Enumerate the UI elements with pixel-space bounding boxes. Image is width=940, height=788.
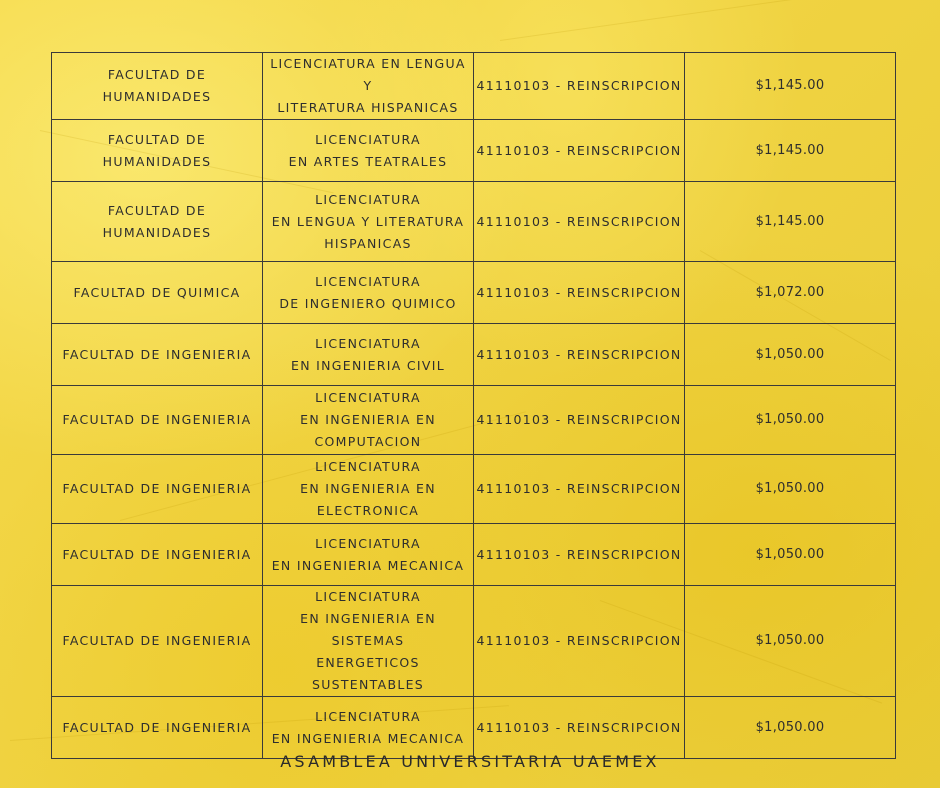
faculty-cell: FACULTAD DE INGENIERIA [52, 455, 263, 524]
amount-cell: $1,050.00 [685, 524, 896, 586]
program-cell: LICENCIATURA EN LENGUA Y LITERATURA HISPANICAS [263, 53, 474, 120]
program-cell: LICENCIATURA EN ARTES TEATRALES [263, 120, 474, 182]
table-row [52, 386, 896, 455]
code-cell: 41110103 - REINSCRIPCION [474, 53, 685, 120]
amount-cell: $1,145.00 [685, 53, 896, 120]
amount-cell: $1,050.00 [685, 697, 896, 759]
code-cell: 41110103 - REINSCRIPCION [474, 262, 685, 324]
code-cell: 41110103 - REINSCRIPCION [474, 120, 685, 182]
faculty-cell: FACULTAD DE INGENIERIA [52, 324, 263, 386]
code-cell: 41110103 - REINSCRIPCION [474, 386, 685, 455]
table-row [52, 262, 896, 324]
program-cell: LICENCIATURA EN INGENIERIA EN SISTEMAS ENERGETICOS SUSTENTABLES [263, 586, 474, 697]
code-cell: 41110103 - REINSCRIPCION [474, 182, 685, 262]
program-cell: LICENCIATURA EN INGENIERIA MECANICA [263, 524, 474, 586]
table-row [52, 324, 896, 386]
table-row [52, 697, 896, 759]
faculty-cell: FACULTAD DE QUIMICA [52, 262, 263, 324]
faculty-cell: FACULTAD DE INGENIERIA [52, 386, 263, 455]
faculty-cell: FACULTAD DE INGENIERIA [52, 697, 263, 759]
table-row [52, 455, 896, 524]
faculty-cell: FACULTAD DE HUMANIDADES [52, 120, 263, 182]
program-cell: LICENCIATURA EN INGENIERIA EN ELECTRONICA [263, 455, 474, 524]
program-cell: LICENCIATURA EN INGENIERIA EN COMPUTACION [263, 386, 474, 455]
faculty-cell: FACULTAD DE HUMANIDADES [52, 182, 263, 262]
amount-cell: $1,050.00 [685, 324, 896, 386]
code-cell: 41110103 - REINSCRIPCION [474, 586, 685, 697]
code-cell: 41110103 - REINSCRIPCION [474, 697, 685, 759]
table-row [52, 586, 896, 697]
footer-title: ASAMBLEA UNIVERSITARIA UAEMEX [280, 752, 660, 771]
program-cell: LICENCIATURA EN LENGUA Y LITERATURA HISPANICAS [263, 182, 474, 262]
table-row [52, 120, 896, 182]
program-cell: LICENCIATURA EN INGENIERIA MECANICA [263, 697, 474, 759]
fees-table [51, 52, 896, 759]
amount-cell: $1,145.00 [685, 182, 896, 262]
faculty-cell: FACULTAD DE INGENIERIA [52, 524, 263, 586]
amount-cell: $1,050.00 [685, 586, 896, 697]
code-cell: 41110103 - REINSCRIPCION [474, 324, 685, 386]
code-cell: 41110103 - REINSCRIPCION [474, 455, 685, 524]
code-cell: 41110103 - REINSCRIPCION [474, 524, 685, 586]
program-cell: LICENCIATURA EN INGENIERIA CIVIL [263, 324, 474, 386]
table-row [52, 53, 896, 120]
table-row [52, 524, 896, 586]
amount-cell: $1,145.00 [685, 120, 896, 182]
faculty-cell: FACULTAD DE HUMANIDADES [52, 53, 263, 120]
table-row [52, 182, 896, 262]
faculty-cell: FACULTAD DE INGENIERIA [52, 586, 263, 697]
amount-cell: $1,072.00 [685, 262, 896, 324]
program-cell: LICENCIATURA DE INGENIERO QUIMICO [263, 262, 474, 324]
amount-cell: $1,050.00 [685, 455, 896, 524]
amount-cell: $1,050.00 [685, 386, 896, 455]
